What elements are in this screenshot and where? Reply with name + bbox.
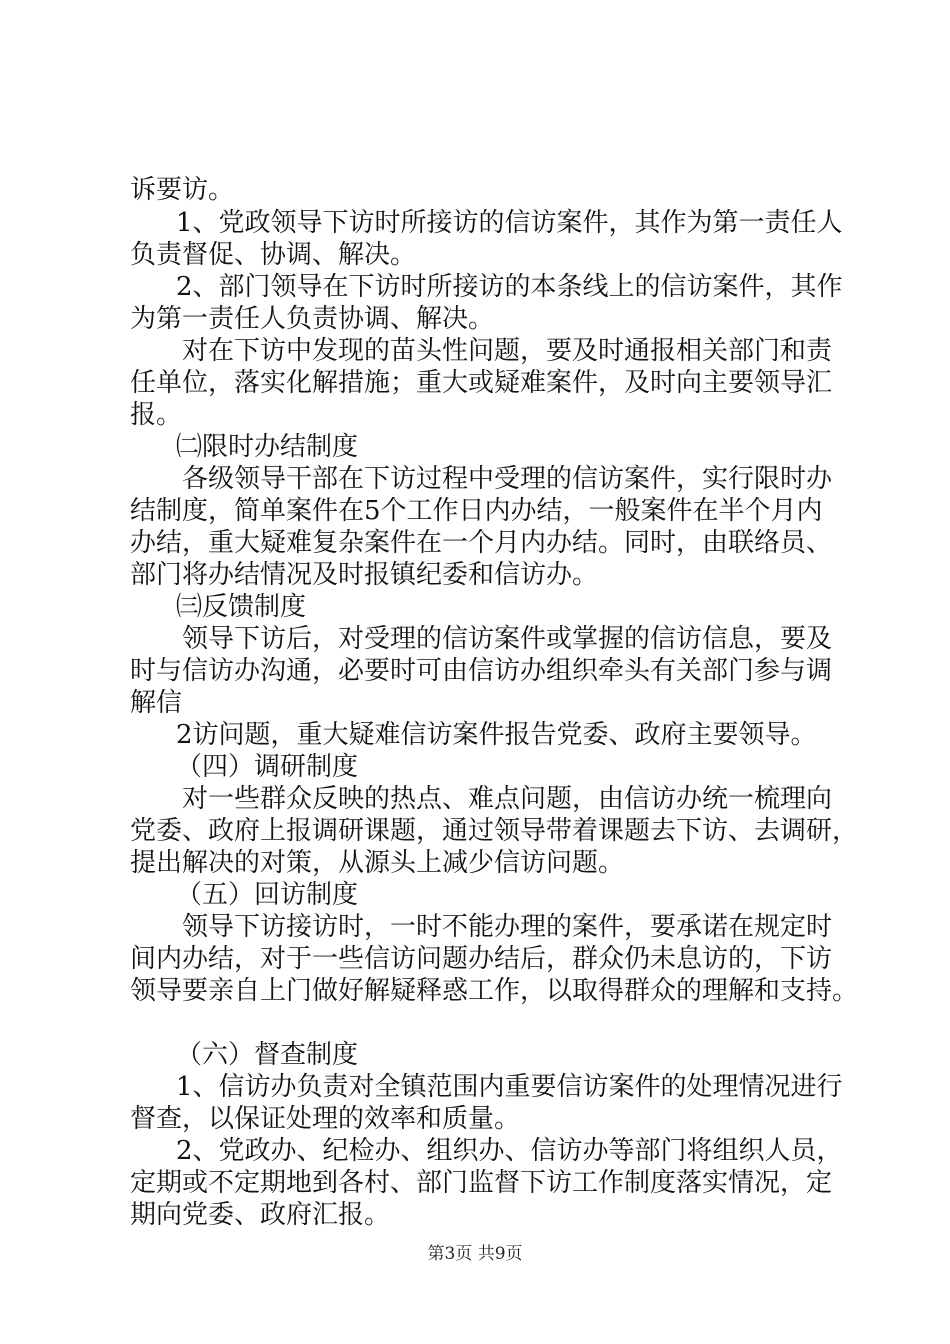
text-line: 结制度，简单案件在5个工作日内办结，一般案件在半个月内	[130, 496, 823, 526]
text-line: 领导下访后，对受理的信访案件或掌握的信访信息，要及	[182, 624, 833, 654]
text-line: 解信	[130, 688, 183, 718]
text-line: 2、党政办、纪检办、组织办、信访办等部门将组织人员，	[176, 1136, 843, 1166]
section-heading: （四）调研制度	[176, 752, 359, 782]
text-line: 2、部门领导在下访时所接访的本条线上的信访案件，其作	[176, 272, 843, 302]
text-line: 时与信访办沟通，必要时可由信访办组织牵头有关部门参与调	[130, 656, 833, 686]
text-line: 诉要访。	[130, 175, 235, 205]
text-line: 1、信访办负责对全镇范围内重要信访案件的处理情况进行	[176, 1072, 843, 1102]
section-heading: （五）回访制度	[176, 880, 359, 910]
text-line: 提出解决的对策，从源头上减少信访问题。	[130, 848, 625, 878]
text-line: 间内办结，对于一些信访问题办结后，群众仍未息访的，下访	[130, 944, 833, 974]
text-line: 定期或不定期地到各村、部门监督下访工作制度落实情况，定	[130, 1168, 833, 1198]
section-heading: （六）督查制度	[176, 1040, 359, 1070]
text-line: 党委、政府上报调研课题，通过领导带着课题去下访、去调研，	[130, 816, 859, 846]
section-heading: ㈡限时办结制度	[176, 432, 359, 462]
text-line: 领导要亲自上门做好解疑释惑工作，以取得群众的理解和支持。	[130, 976, 859, 1006]
text-line: 领导下访接访时，一时不能办理的案件，要承诺在规定时	[182, 912, 833, 942]
text-line: 各级领导干部在下访过程中受理的信访案件，实行限时办	[182, 464, 833, 494]
page-footer: 第3页 共9页	[427, 1244, 523, 1264]
text-line: 任单位，落实化解措施；重大或疑难案件，及时向主要领导汇	[130, 368, 833, 398]
text-line: 对在下访中发现的苗头性问题，要及时通报相关部门和责	[182, 336, 833, 366]
text-line: 报。	[130, 400, 183, 430]
text-line: 1、党政领导下访时所接访的信访案件，其作为第一责任人	[176, 208, 843, 238]
text-line: 督查，以保证处理的效率和质量。	[130, 1104, 521, 1134]
text-line: 对一些群众反映的热点、难点问题，由信访办统一梳理向	[182, 784, 833, 814]
section-heading: ㈢反馈制度	[176, 592, 307, 622]
text-line: 负责督促、协调、解决。	[130, 240, 417, 270]
text-line: 为第一责任人负责协调、解决。	[130, 304, 495, 334]
text-line: 2访问题，重大疑难信访案件报告党委、政府主要领导。	[176, 720, 817, 750]
text-line: 期向党委、政府汇报。	[130, 1200, 391, 1230]
text-line: 部门将办结情况及时报镇纪委和信访办。	[130, 560, 599, 590]
text-line: 办结，重大疑难复杂案件在一个月内办结。同时，由联络员、	[130, 528, 833, 558]
